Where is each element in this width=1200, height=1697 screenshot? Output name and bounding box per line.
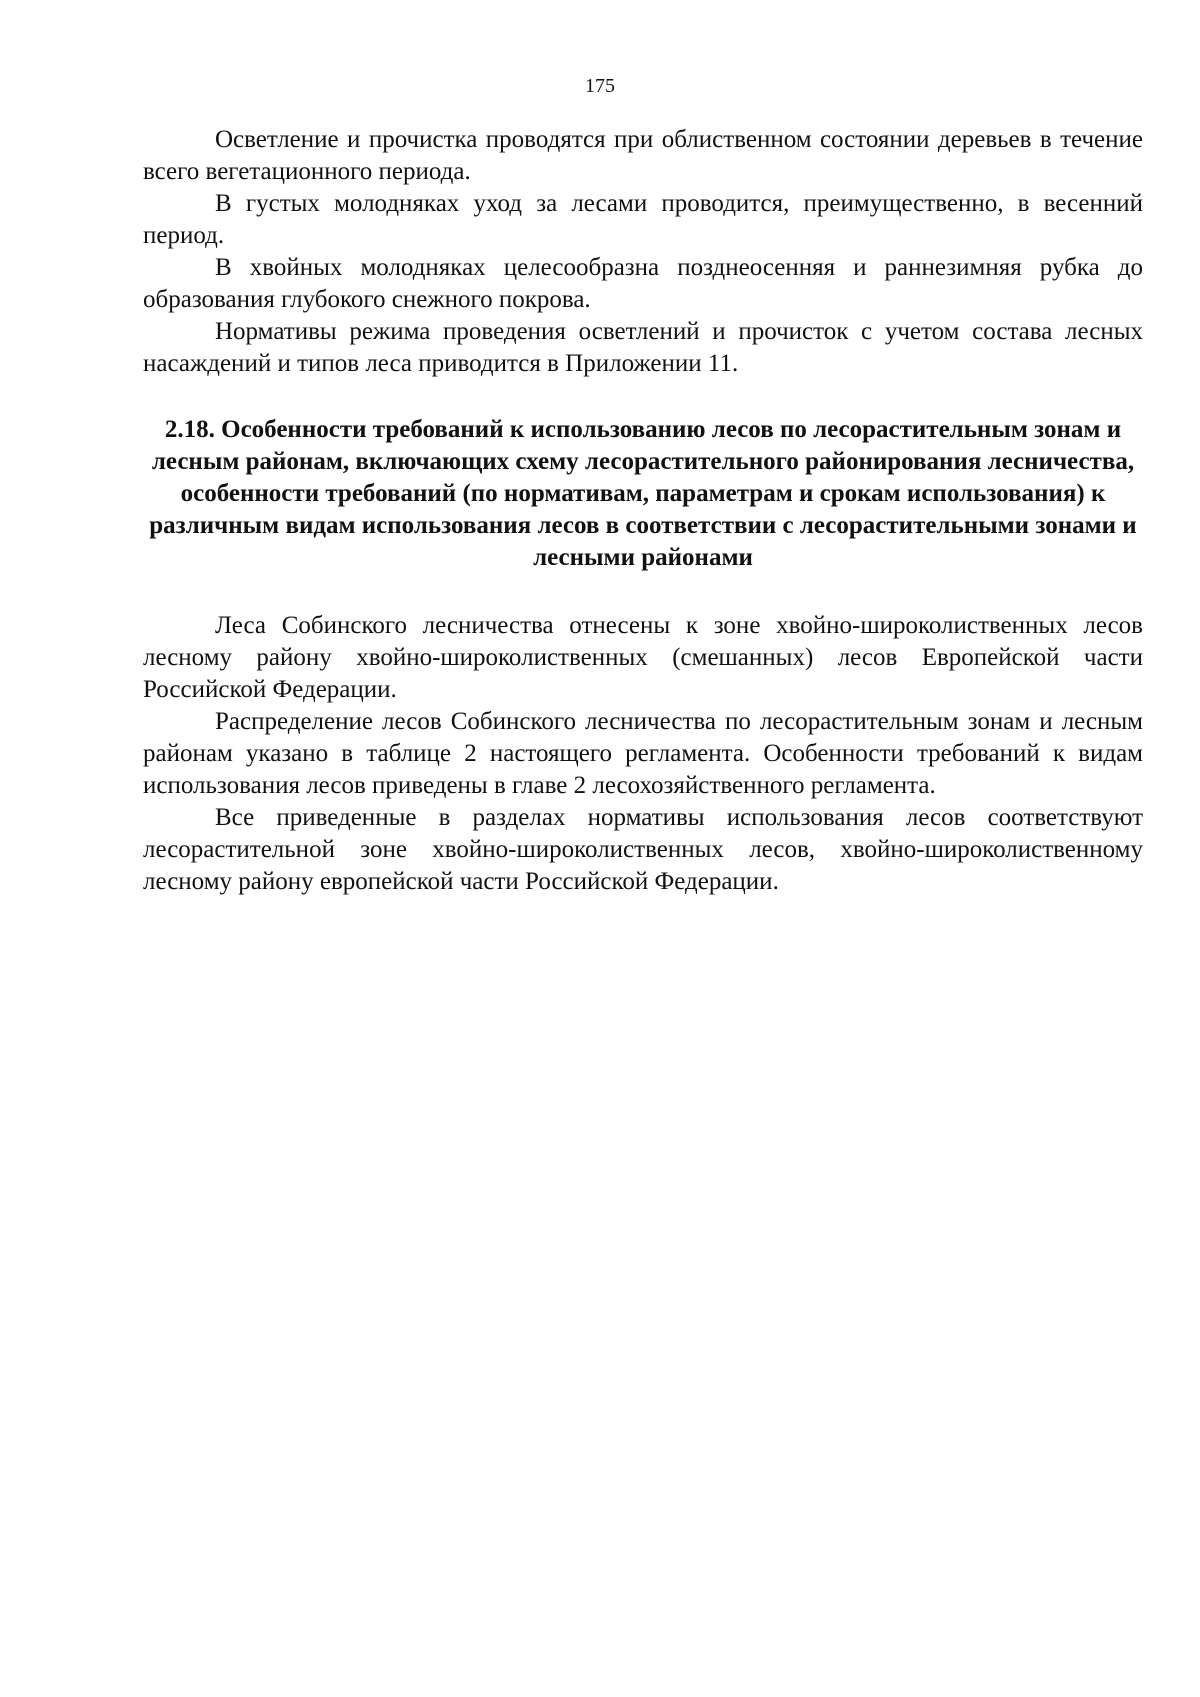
paragraph-clearing-timing: Осветление и прочистка проводятся при облиственном состоянии деревьев в течение всего вегетационного периода.: [143, 126, 1143, 185]
page-content: [143, 124, 1143, 898]
section-heading: 2.18. Особенности требований к использованию лесов по лесорастительным зонам и лесным районам, включающих схему лесорастительного районирования лесничества, особенности требований (по нормативам, параметрам и срокам использования) к различным видам использования лесов в соответствии с лесорастительными зонами и лесными районами: [149, 416, 1137, 571]
paragraph-coniferous-stands: В хвойных молодняках целесообразна позднеосенняя и раннезимняя рубка до образования глубокого снежного покрова.: [143, 254, 1143, 313]
paragraph-norms-appendix: Нормативы режима проведения осветлений и прочисток с учетом состава лесных насаждений и типов леса приводится в Приложении 11.: [143, 318, 1143, 377]
paragraph-norms-compliance: Все приведенные в разделах нормативы использования лесов соответствуют лесорастительной зоне хвойно-широколиственных лесов, хвойно-широколиственному лесному району европейской части Российской Федерации.: [143, 804, 1143, 895]
paragraph-dense-stands: В густых молодняках уход за лесами проводится, преимущественно, в весенний период.: [143, 190, 1143, 249]
paragraph-forest-zone: Леса Собинского лесничества отнесены к зоне хвойно-широколиственных лесов лесному району хвойно-широколиственных (смешанных) лесов Европейской части Российской Федерации.: [143, 612, 1143, 703]
paragraph-distribution: Распределение лесов Собинского лесничества по лесорастительным зонам и лесным районам указано в таблице 2 настоящего регламента. Особенности требований к видам использования лесов приведены в главе 2 лесохозяйственного регламента.: [143, 708, 1143, 799]
page-number: 175: [585, 75, 615, 97]
